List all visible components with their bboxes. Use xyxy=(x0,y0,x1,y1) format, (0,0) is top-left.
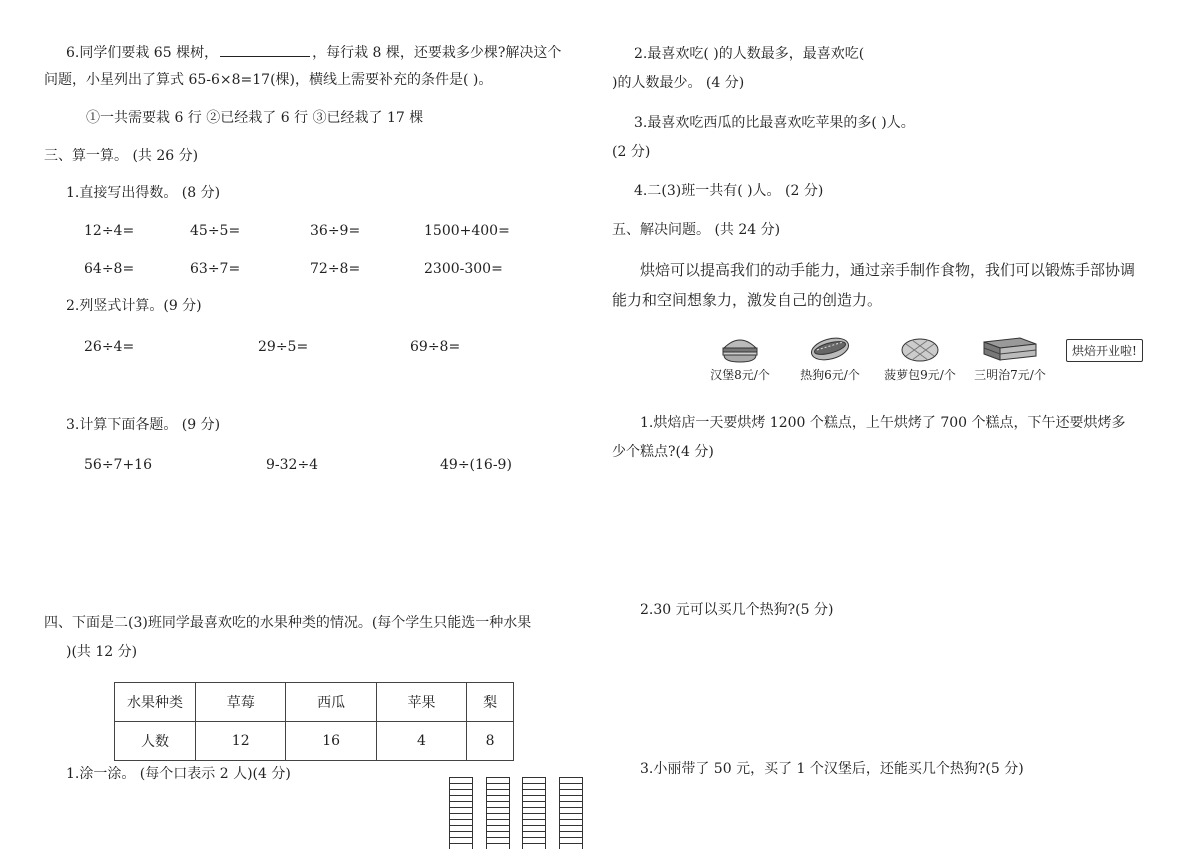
hamburger-item xyxy=(700,334,780,383)
hamburger-label: 汉堡8元/个 xyxy=(710,368,770,382)
table-cell: 12 xyxy=(196,722,286,761)
q1-item: 36÷9= xyxy=(310,223,361,239)
bar-grid-column[interactable] xyxy=(522,777,546,849)
section4-title-line2: )(共 12 分) xyxy=(66,644,138,660)
table-header-cell: 苹果 xyxy=(376,683,466,722)
section3-q1-title: 1.直接写出得数。 (8 分) xyxy=(66,185,221,201)
pineapple-bun-label: 菠萝包9元/个 xyxy=(884,368,956,382)
table-cell: 8 xyxy=(467,722,514,761)
q3-item: 9-32÷4 xyxy=(266,457,319,473)
fruit-table xyxy=(114,682,514,761)
section4-title-line1: 四、下面是二(3)班同学最喜欢吃的水果种类的情况。(每个学生只能选一种水果 xyxy=(44,615,532,631)
q6-line1 xyxy=(66,42,561,63)
section3-title: 三、算一算。 (共 26 分) xyxy=(44,148,199,164)
hotdog-label: 热狗6元/个 xyxy=(800,368,860,382)
intro-line1: 烘焙可以提高我们的动手能力，通过亲手制作食物，我们可以锻炼手部协调 xyxy=(640,261,1136,279)
r-q3-line2: (2 分) xyxy=(612,144,651,160)
q6-line1-start: 6.同学们要栽 65 棵树， xyxy=(66,45,219,61)
problem2: 2.30 元可以买几个热狗?(5 分) xyxy=(640,602,834,618)
section5-title: 五、解决问题。 (共 24 分) xyxy=(612,222,781,238)
table-header-cell: 西瓜 xyxy=(286,683,376,722)
problem3: 3.小丽带了 50 元，买了 1 个汉堡后，还能买几个热狗?(5 分) xyxy=(640,761,1024,777)
sandwich-label: 三明治7元/个 xyxy=(974,368,1046,382)
pineapple-bun-item xyxy=(880,334,960,383)
r-q2-line1: 2.最喜欢吃( )的人数最多，最喜欢吃( xyxy=(634,46,865,62)
q1-item: 1500+400= xyxy=(424,223,510,239)
q1-item: 64÷8= xyxy=(84,261,135,277)
table-cell: 人数 xyxy=(115,722,196,761)
pineapple-bun-icon xyxy=(898,334,942,364)
sandwich-item xyxy=(970,334,1050,383)
q2-item: 69÷8= xyxy=(410,339,461,355)
q6-line2: 问题，小星列出了算式 65-6×8=17(棵)，横线上需要补充的条件是( )。 xyxy=(44,72,493,88)
problem1-line2: 少个糕点?(4 分) xyxy=(612,444,714,460)
bakery-opening-sign: 烘焙开业啦! xyxy=(1066,339,1143,362)
q6-line1-end: ，每行栽 8 棵，还要栽多少棵?解决这个 xyxy=(312,45,562,61)
table-row xyxy=(115,722,514,761)
table-header-cell: 草莓 xyxy=(196,683,286,722)
table-cell: 4 xyxy=(376,722,466,761)
q3-item: 49÷(16-9) xyxy=(440,457,512,473)
table-header-cell: 梨 xyxy=(467,683,514,722)
section3-q2-title: 2.列竖式计算。(9 分) xyxy=(66,298,202,314)
intro-line2: 能力和空间想象力，激发自己的创造力。 xyxy=(612,291,883,309)
hotdog-icon xyxy=(808,334,852,364)
q3-item: 56÷7+16 xyxy=(84,457,152,473)
q1-item: 45÷5= xyxy=(190,223,241,239)
q1-item: 63÷7= xyxy=(190,261,241,277)
hamburger-icon xyxy=(718,334,762,364)
r-q4: 4.二(3)班一共有( )人。 (2 分) xyxy=(634,183,824,199)
r-q2-line2: )的人数最少。 (4 分) xyxy=(612,75,745,91)
sandwich-icon xyxy=(980,334,1040,364)
r-q3-line1: 3.最喜欢吃西瓜的比最喜欢吃苹果的多( )人。 xyxy=(634,115,915,131)
bar-grid-column[interactable] xyxy=(486,777,510,849)
table-header-cell: 水果种类 xyxy=(115,683,196,722)
hotdog-item xyxy=(790,334,870,383)
section3-q3-title: 3.计算下面各题。 (9 分) xyxy=(66,417,221,433)
q1-item: 12÷4= xyxy=(84,223,135,239)
q2-item: 26÷4= xyxy=(84,339,135,355)
bar-grid-column[interactable] xyxy=(449,777,473,849)
q6-options: ①一共需要栽 6 行 ②已经栽了 6 行 ③已经栽了 17 棵 xyxy=(86,110,424,126)
q2-item: 29÷5= xyxy=(258,339,309,355)
table-row xyxy=(115,683,514,722)
q1-item: 2300-300= xyxy=(424,261,503,277)
table-cell: 16 xyxy=(286,722,376,761)
q6-answer-blank[interactable] xyxy=(220,42,310,57)
q1-item: 72÷8= xyxy=(310,261,361,277)
problem1-line1: 1.烘焙店一天要烘烤 1200 个糕点，上午烘烤了 700 个糕点，下午还要烘烤多 xyxy=(640,415,1126,431)
bar-grid-column[interactable] xyxy=(559,777,583,849)
section4-q1-title: 1.涂一涂。 (每个口表示 2 人)(4 分) xyxy=(66,766,291,782)
